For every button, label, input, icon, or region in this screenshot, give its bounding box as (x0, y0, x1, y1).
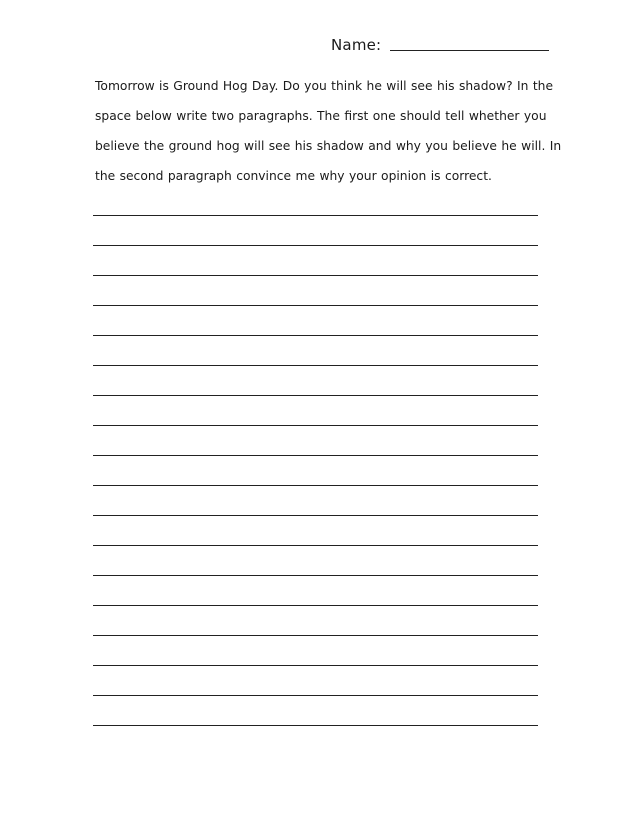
writing-line[interactable] (93, 425, 538, 426)
prompt-line: believe the ground hog will see his shadow and why you believe he will. In (95, 139, 562, 153)
writing-line[interactable] (93, 695, 538, 696)
writing-line[interactable] (93, 545, 538, 546)
writing-line[interactable] (93, 665, 538, 666)
writing-line[interactable] (93, 605, 538, 606)
writing-line[interactable] (93, 395, 538, 396)
name-label: Name: (331, 36, 382, 54)
writing-line[interactable] (93, 365, 538, 366)
writing-line[interactable] (93, 455, 538, 456)
writing-line[interactable] (93, 485, 538, 486)
writing-area (93, 215, 538, 755)
writing-prompt (95, 71, 562, 191)
writing-line[interactable] (93, 635, 538, 636)
prompt-line: the second paragraph convince me why your opinion is correct. (95, 169, 492, 183)
writing-line[interactable] (93, 575, 538, 576)
writing-line[interactable] (93, 305, 538, 306)
writing-line[interactable] (93, 515, 538, 516)
name-field (331, 36, 549, 54)
writing-line[interactable] (93, 215, 538, 216)
prompt-line: Tomorrow is Ground Hog Day. Do you think he will see his shadow? In the (95, 79, 554, 93)
writing-line[interactable] (93, 335, 538, 336)
writing-line[interactable] (93, 275, 538, 276)
writing-line[interactable] (93, 245, 538, 246)
prompt-line: space below write two paragraphs. The first one should tell whether you (95, 109, 547, 123)
name-blank-line[interactable] (390, 50, 549, 51)
writing-line[interactable] (93, 725, 538, 726)
